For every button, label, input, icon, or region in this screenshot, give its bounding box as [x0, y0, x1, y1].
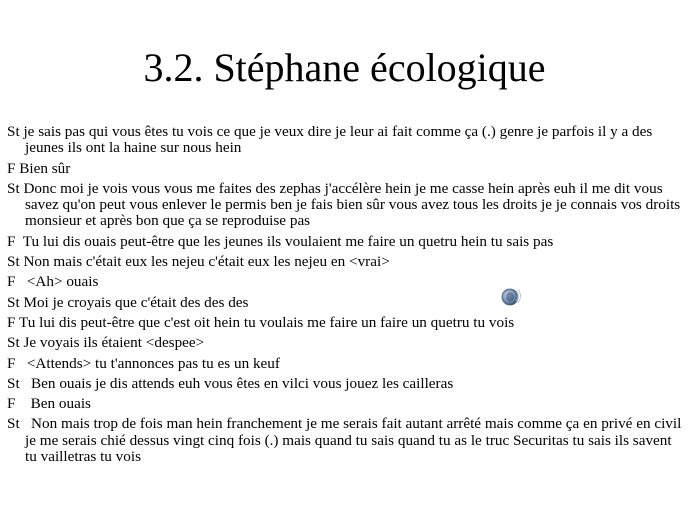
transcript-line: St Moi je croyais que c'était des des des: [7, 293, 249, 311]
transcript-line: F Ben ouais: [7, 395, 91, 413]
transcript-line: St Ben ouais je dis attends euh vous êtes en vilci vous jouez les cailleras: [7, 374, 454, 392]
transcript-line: St je sais pas qui vous êtes tu vois ce que je veux dire je leur ai fait comme ça (.) genre je parfois il y a des jeunes ils ont la haine sur nous hein: [7, 123, 653, 157]
transcript-line: St Je voyais ils étaient <despee>: [7, 334, 205, 352]
transcript-line: F Bien sûr: [7, 159, 71, 177]
slide-title: 3.2. Stéphane écologique: [143, 45, 546, 90]
transcript-line: F Tu lui dis peut-être que c'est oit hein tu voulais me faire un faire un quetru tu vois: [7, 313, 515, 331]
transcript-line: F <Attends> tu t'annonces pas tu es un keuf: [7, 354, 280, 372]
transcript-line: St Donc moi je vois vous vous me faites des zephas j'accélère hein je me casse hein après euh il me dit vous savez qu'on peut vous enlever le permis ben je fais bien sûr vous avez tous les droits je je connais vos droits monsieur et après bon que ça se reproduise pas: [7, 179, 681, 230]
transcript-line: F Tu lui dis ouais peut-être que les jeunes ils voulaient me faire un quetru hein tu sais pas: [7, 232, 554, 250]
transcript-line: F <Ah> ouais: [7, 273, 99, 291]
transcript: [7, 123, 686, 469]
transcript-line: St Non mais trop de fois man hein franchement je me serais fait autant arrêté mais comme ça en privé en civil je me serais chié dessus vingt cinq fois (.) mais quand tu sais quand tu as le truc Securitas tu sais ils savent tu vailletras tu vois: [7, 415, 686, 466]
transcript-line: St Non mais c'était eux les nejeu c'était eux les nejeu en <vrai>: [7, 253, 390, 271]
speaker-sound-icon[interactable]: [499, 285, 523, 307]
